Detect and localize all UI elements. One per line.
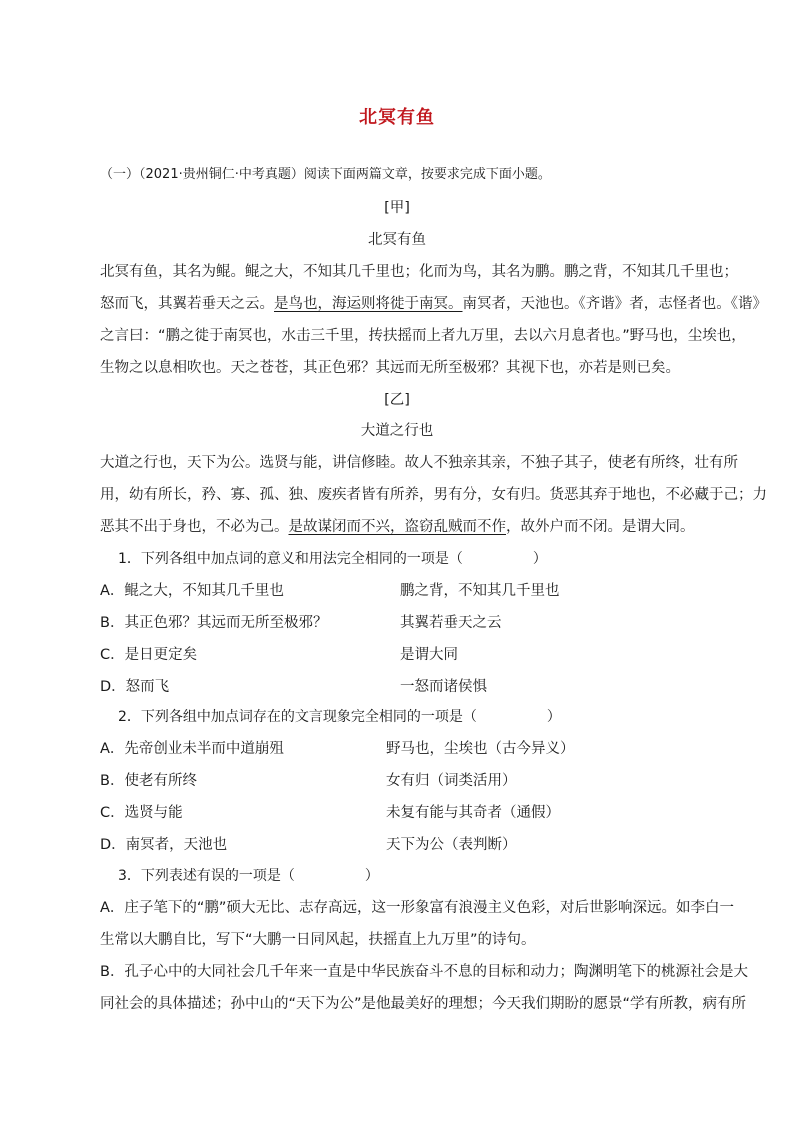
q2-option-a-left: A．先帝创业未半而中道崩殂: [100, 741, 284, 757]
q2-option-b-left: B．使老有所终: [100, 773, 197, 789]
underlined-sentence-b: 是故谋闭而不兴，盗窃乱贼而不作: [288, 519, 506, 535]
question-1-stem: 1．下列各组中加点词的意义和用法完全相同的一项是（ ）: [118, 551, 547, 567]
question-intro: （一）（2021·贵州铜仁·中考真题）阅读下面两篇文章，按要求完成下面小题。: [100, 167, 551, 182]
passage-b-line-3: [100, 517, 720, 537]
q3-option-a-line-2: 生常以大鹏自比，写下“大鹏一日同风起，扶摇直上九万里”的诗句。: [100, 932, 536, 948]
q3-option-a-line-1: A．庄子笔下的“鹏”硕大无比、志存高远，这一形象富有浪漫主义色彩，对后世影响深远。如李白一: [100, 900, 734, 916]
passage-b-heading: 大道之行也: [360, 423, 434, 439]
passage-a-line-2-start: 怒而飞，其翼若垂天之云。: [100, 296, 274, 312]
passage-a-mark: [甲]: [384, 200, 410, 216]
passage-b-line-2: 用，幼有所长，矜、寡、孤、独、废疾者皆有所养，男有分，女有归。货恶其弃于地也，不必藏于己；力: [100, 487, 767, 503]
passage-a-line-3: 之言曰：“鹏之徙于南冥也，水击三千里，抟扶摇而上者九万里，去以六月息者也。”野马也，尘埃也，: [100, 328, 746, 344]
q1-option-a-right: 鹏之背，不知其几千里也: [400, 583, 560, 599]
q1-option-c-right: 是谓大同: [400, 647, 458, 663]
question-3-stem: 3．下列表述有误的一项是（ ）: [118, 868, 379, 884]
passage-b-line-3-start: 恶其不出于身也，不必为己。: [100, 519, 289, 535]
q2-option-d-left: D．南冥者，天池也: [100, 837, 228, 853]
passage-b-line-1: 大道之行也，天下为公。选贤与能，讲信修睦。故人不独亲其亲，不独子其子，使老有所终，壮有所: [100, 455, 738, 471]
passage-a-heading: 北冥有鱼: [368, 232, 426, 248]
q1-option-d-right: 一怒而诸侯惧: [400, 679, 487, 695]
q3-option-b-line-1: B．孔子心中的大同社会几千年来一直是中华民族奋斗不息的目标和动力；陶渊明笔下的桃源社会是大: [100, 964, 748, 980]
underlined-sentence-a: 是鸟也，海运则将徙于南冥。: [274, 296, 463, 312]
q2-option-d-right: 天下为公（表判断）: [386, 837, 517, 853]
q1-option-b-left: B．其正色邪？其远而无所至极邪？: [100, 615, 328, 631]
q2-option-c-left: C．选贤与能: [100, 805, 183, 821]
passage-a-line-1: 北冥有鱼，其名为鲲。鲲之大，不知其几千里也；化而为鸟，其名为鹏。鹏之背，不知其几千里也；: [100, 264, 738, 280]
passage-b-mark: [乙]: [384, 392, 410, 408]
question-2-stem: 2．下列各组中加点词存在的文言现象完全相同的一项是（ ）: [118, 709, 561, 725]
q1-option-a-left: A．鲲之大，不知其几千里也: [100, 583, 284, 599]
q2-option-a-right: 野马也，尘埃也（古今异义）: [386, 741, 575, 757]
q2-option-b-right: 女有归（词类活用）: [386, 773, 517, 789]
passage-a-line-4: 生物之以息相吹也。天之苍苍，其正色邪？其远而无所至极邪？其视下也，亦若是则已矣。: [100, 360, 680, 376]
passage-a-line-2: [100, 294, 767, 314]
passage-b-line-3-end: ，故外户而不闭。是谓大同。: [506, 519, 695, 535]
q2-option-c-right: 未复有能与其奇者（通假）: [386, 805, 560, 821]
q3-option-b-line-2: 同社会的具体描述；孙中山的“天下为公”是他最美好的理想；今天我们期盼的愿景“学有所教，病有所: [100, 996, 747, 1012]
page-title: 北冥有鱼: [359, 107, 435, 128]
q1-option-b-right: 其翼若垂天之云: [400, 615, 502, 631]
q1-option-d-left: D．怒而飞: [100, 679, 170, 695]
passage-a-line-2-end: 南冥者，天池也。《齐谐》者，志怪者也。《谐》: [462, 296, 767, 312]
q1-option-c-left: C．是日更定矣: [100, 647, 198, 663]
